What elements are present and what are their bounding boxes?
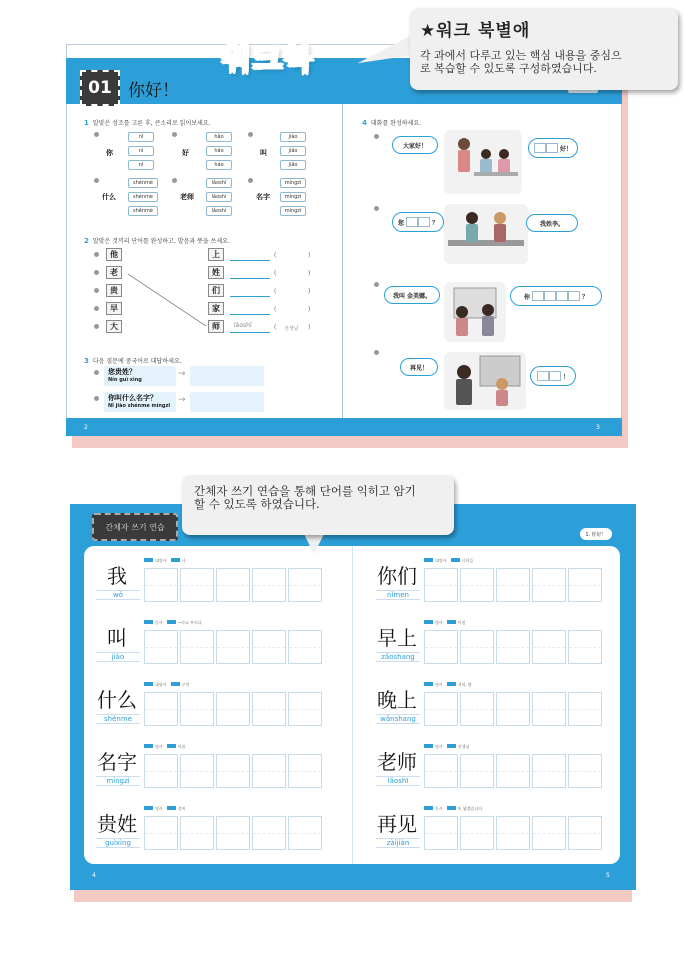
tone-option[interactable]: hǎo bbox=[206, 132, 232, 142]
speech-bubble-blank: 你 ？ bbox=[510, 286, 602, 306]
answer-line[interactable] bbox=[230, 332, 270, 333]
practice-hanzi: 贵姓 bbox=[97, 812, 137, 836]
tone-hanzi: 名字 bbox=[256, 193, 270, 201]
writing-cell[interactable] bbox=[216, 630, 250, 664]
word-tags: 명사 선생님 bbox=[424, 744, 469, 750]
writing-cell[interactable] bbox=[460, 816, 494, 850]
writing-cells bbox=[144, 816, 322, 850]
paren-close: ) bbox=[308, 252, 311, 259]
writing-cell[interactable] bbox=[252, 816, 286, 850]
writing-cell[interactable] bbox=[288, 630, 322, 664]
people-illustration bbox=[444, 204, 528, 264]
writing-cell[interactable] bbox=[216, 692, 250, 726]
callout-desc-line2: 로 복습할 수 있도록 구성하였습니다. bbox=[420, 62, 597, 75]
writing-cells bbox=[144, 754, 322, 788]
writing-practice-tab: 간체자 쓰기 연습 bbox=[92, 513, 178, 541]
writing-cell[interactable] bbox=[532, 692, 566, 726]
writing-cell[interactable] bbox=[424, 692, 458, 726]
callout-title: ★워크 북별애 bbox=[420, 21, 531, 41]
writing-cell[interactable] bbox=[144, 568, 178, 602]
writing-row bbox=[372, 806, 628, 854]
word-tags: 동사 ~라고 부르다 bbox=[144, 620, 202, 626]
speech-bubble-blank: 您 ？ bbox=[392, 212, 444, 232]
writing-cell[interactable] bbox=[180, 568, 214, 602]
writing-row bbox=[92, 558, 348, 606]
paren-close: ) bbox=[308, 306, 311, 313]
street-illustration bbox=[444, 352, 526, 410]
writing-cell[interactable] bbox=[460, 754, 494, 788]
page-divider bbox=[352, 546, 353, 864]
bullet bbox=[94, 370, 99, 375]
writing-cell[interactable] bbox=[180, 692, 214, 726]
writing-cell[interactable] bbox=[288, 816, 322, 850]
question-pinyin: Nín guì xìng bbox=[108, 377, 142, 383]
tone-option[interactable]: míngzi bbox=[280, 178, 306, 188]
bullet bbox=[94, 396, 99, 401]
tone-option[interactable]: hāo bbox=[206, 146, 232, 156]
writing-cell[interactable] bbox=[216, 816, 250, 850]
answer-line[interactable] bbox=[230, 296, 270, 297]
tone-option[interactable]: lǎoshì bbox=[206, 206, 232, 216]
top-footer-band bbox=[66, 418, 622, 436]
writing-row bbox=[372, 682, 628, 730]
tone-hanzi: 你 bbox=[106, 149, 113, 157]
practice-pinyin: wǒ bbox=[96, 590, 140, 600]
writing-row bbox=[372, 620, 628, 668]
writing-cell[interactable] bbox=[568, 630, 602, 664]
arrow-icon: → bbox=[178, 369, 186, 379]
lesson-number-badge: 01 bbox=[80, 70, 120, 106]
word-tags: 대명사 너희들 bbox=[424, 558, 473, 564]
writing-cell[interactable] bbox=[144, 630, 178, 664]
workbook-callout bbox=[410, 8, 678, 90]
match-left-char[interactable]: 他 bbox=[106, 248, 122, 261]
writing-cell[interactable] bbox=[568, 816, 602, 850]
writing-cell[interactable] bbox=[216, 568, 250, 602]
word-tags: 명사 성씨 bbox=[144, 806, 185, 812]
blank-cell[interactable] bbox=[544, 291, 556, 301]
writing-cells bbox=[424, 754, 602, 788]
answer-field[interactable] bbox=[190, 392, 264, 412]
word-tags: 대명사 무엇 bbox=[144, 682, 189, 688]
practice-pinyin: guìxìng bbox=[96, 838, 140, 848]
speech-bubble: 我姓李。 bbox=[526, 214, 578, 232]
callout-line2: 할 수 있도록 하였습니다. bbox=[194, 497, 320, 511]
bullet bbox=[374, 134, 379, 139]
writing-cell[interactable] bbox=[216, 754, 250, 788]
bench-illustration bbox=[444, 204, 528, 264]
callout-desc-line1: 각 과에서 다루고 있는 핵심 내용을 중심으 bbox=[420, 49, 622, 62]
tone-hanzi: 老师 bbox=[180, 193, 194, 201]
practice-pinyin: zàijiàn bbox=[376, 838, 420, 848]
answer-line[interactable] bbox=[230, 260, 270, 261]
writing-row bbox=[372, 744, 628, 792]
tone-hanzi: 什么 bbox=[102, 193, 116, 201]
paren-open: ( bbox=[274, 306, 277, 313]
tone-option[interactable]: lǎoshi bbox=[206, 192, 232, 202]
page-number-right: 5 bbox=[606, 872, 610, 879]
tone-hanzi: 好 bbox=[182, 149, 189, 157]
bullet bbox=[94, 270, 99, 275]
word-tags: 대명사 나 bbox=[144, 558, 185, 564]
workbook-tag: 워크북 bbox=[222, 42, 315, 77]
paren-open: ( bbox=[274, 324, 277, 331]
writing-cell[interactable] bbox=[424, 568, 458, 602]
practice-pinyin: nǐmen bbox=[376, 590, 420, 600]
bullet bbox=[94, 178, 99, 183]
bullet bbox=[172, 132, 177, 137]
writing-cell[interactable] bbox=[180, 754, 214, 788]
paren-close: ) bbox=[308, 270, 311, 277]
practice-pinyin: zǎoshang bbox=[376, 652, 420, 662]
tone-hanzi: 叫 bbox=[260, 149, 267, 157]
tone-option[interactable]: shénmé bbox=[128, 178, 158, 188]
question-hanzi: 你叫什么名字？ bbox=[108, 394, 157, 402]
paren-open: ( bbox=[274, 270, 277, 277]
example-pinyin: lǎoshī bbox=[234, 322, 252, 329]
writing-cell[interactable] bbox=[180, 816, 214, 850]
tone-exercise bbox=[94, 132, 334, 222]
practice-pinyin: míngzi bbox=[96, 776, 140, 786]
practice-hanzi: 早上 bbox=[377, 626, 417, 650]
blank-cell[interactable] bbox=[406, 217, 418, 227]
answer-field[interactable] bbox=[190, 366, 264, 386]
page-number-right: 3 bbox=[596, 424, 600, 431]
writing-cells bbox=[424, 692, 602, 726]
practice-hanzi: 叫 bbox=[107, 626, 127, 650]
writing-cell[interactable] bbox=[568, 754, 602, 788]
section1-heading: 1 알맞은 성조를 고른 후, 큰소리로 읽어보세요. bbox=[84, 119, 211, 127]
writing-cell[interactable] bbox=[252, 630, 286, 664]
writing-cells bbox=[144, 630, 322, 664]
writing-cell[interactable] bbox=[496, 754, 530, 788]
writing-cell[interactable] bbox=[532, 816, 566, 850]
people-illustration bbox=[444, 352, 526, 410]
bullet bbox=[248, 132, 253, 137]
writing-cell[interactable] bbox=[460, 568, 494, 602]
speech-bubble-blank: 好！ bbox=[528, 138, 578, 158]
writing-cell[interactable] bbox=[180, 630, 214, 664]
blank-cell[interactable] bbox=[546, 143, 558, 153]
writing-cells bbox=[424, 568, 602, 602]
match-left-char[interactable]: 老 bbox=[106, 266, 122, 279]
callout-tail bbox=[304, 534, 324, 554]
bullet bbox=[374, 350, 379, 355]
bullet bbox=[94, 132, 99, 137]
practice-pinyin: shénme bbox=[96, 714, 140, 724]
writing-row bbox=[92, 744, 348, 792]
writing-cell[interactable] bbox=[424, 630, 458, 664]
writing-row bbox=[92, 682, 348, 730]
writing-cells bbox=[144, 568, 322, 602]
tone-option[interactable]: háo bbox=[206, 160, 232, 170]
bullet bbox=[248, 178, 253, 183]
writing-cell[interactable] bbox=[252, 568, 286, 602]
answer-line[interactable] bbox=[230, 314, 270, 315]
tone-option[interactable]: shénme bbox=[128, 192, 158, 202]
bullet bbox=[94, 306, 99, 311]
writing-cell[interactable] bbox=[568, 568, 602, 602]
writing-cell[interactable] bbox=[144, 692, 178, 726]
tone-option[interactable]: míngzì bbox=[280, 192, 306, 202]
writing-cell[interactable] bbox=[252, 692, 286, 726]
paren-close: ) bbox=[308, 324, 311, 331]
writing-cell[interactable] bbox=[496, 630, 530, 664]
writing-cell[interactable] bbox=[496, 692, 530, 726]
blank-cell[interactable] bbox=[568, 291, 580, 301]
practice-hanzi: 你们 bbox=[377, 564, 417, 588]
people-illustration bbox=[444, 130, 522, 194]
section4-heading: 4 대화를 완성하세요. bbox=[362, 119, 422, 127]
paren-open: ( bbox=[274, 288, 277, 295]
word-tags: 명사 저녁, 밤 bbox=[424, 682, 472, 688]
bullet bbox=[374, 282, 379, 287]
speech-bubble-blank: ！ bbox=[530, 366, 576, 386]
paren-close: ) bbox=[308, 288, 311, 295]
practice-pinyin: jiào bbox=[96, 652, 140, 662]
tone-option[interactable]: jiào bbox=[280, 132, 306, 142]
meeting-illustration bbox=[444, 282, 506, 342]
writing-cell[interactable] bbox=[288, 568, 322, 602]
writing-cells bbox=[424, 630, 602, 664]
writing-cell[interactable] bbox=[252, 754, 286, 788]
section2-heading: 2 알맞은 것끼리 단어를 완성하고, 발음과 뜻을 쓰세요. bbox=[84, 237, 230, 245]
speech-bubble: 再见！ bbox=[400, 358, 438, 376]
writing-cell[interactable] bbox=[496, 568, 530, 602]
section3-heading: 3 다음 질문에 중국어로 대답하세요. bbox=[84, 357, 182, 365]
writing-cells bbox=[424, 816, 602, 850]
answer-line[interactable] bbox=[230, 278, 270, 279]
match-right-char[interactable]: 家 bbox=[208, 302, 224, 315]
word-tags: 명사 이름 bbox=[144, 744, 185, 750]
writing-cell[interactable] bbox=[424, 816, 458, 850]
blank-cell[interactable] bbox=[537, 371, 549, 381]
page-number-left: 2 bbox=[84, 424, 88, 431]
tone-option[interactable]: jiāo bbox=[280, 146, 306, 156]
writing-row bbox=[92, 620, 348, 668]
arrow-icon: → bbox=[178, 395, 186, 405]
blank-cell[interactable] bbox=[532, 291, 544, 301]
tone-option[interactable]: ní bbox=[128, 160, 154, 170]
writing-row bbox=[92, 806, 348, 854]
practice-hanzi: 名字 bbox=[97, 750, 137, 774]
example-meaning: 선생님 bbox=[284, 326, 299, 332]
practice-hanzi: 老师 bbox=[377, 750, 417, 774]
writing-row bbox=[372, 558, 628, 606]
match-left-char[interactable]: 大 bbox=[106, 320, 122, 333]
practice-pinyin: wǎnshang bbox=[376, 714, 420, 724]
blank-cell[interactable] bbox=[418, 217, 430, 227]
writing-cell[interactable] bbox=[568, 692, 602, 726]
writing-cell[interactable] bbox=[144, 754, 178, 788]
question-pinyin: Nǐ jiào shénme míngzi bbox=[108, 403, 171, 409]
writing-cell[interactable] bbox=[288, 692, 322, 726]
practice-pinyin: lǎoshī bbox=[376, 776, 420, 786]
bullet bbox=[374, 206, 379, 211]
writing-cells bbox=[144, 692, 322, 726]
blank-cell[interactable] bbox=[549, 371, 561, 381]
lesson-title: 你好！ bbox=[128, 81, 179, 101]
writing-practice-callout bbox=[182, 475, 454, 535]
match-right-char[interactable]: 师 bbox=[208, 320, 224, 333]
blank-cell[interactable] bbox=[556, 291, 568, 301]
bullet bbox=[94, 252, 99, 257]
writing-cell[interactable] bbox=[460, 630, 494, 664]
writing-cell[interactable] bbox=[424, 754, 458, 788]
writing-cell[interactable] bbox=[288, 754, 322, 788]
bullet bbox=[172, 178, 177, 183]
match-left-char[interactable]: 贵 bbox=[106, 284, 122, 297]
tone-option[interactable]: mìngzi bbox=[280, 206, 306, 216]
word-tags: 명사 아침 bbox=[424, 620, 465, 626]
practice-hanzi: 再见 bbox=[377, 812, 417, 836]
writing-cell[interactable] bbox=[496, 816, 530, 850]
speech-bubble: 大家好！ bbox=[392, 136, 438, 154]
classroom-illustration bbox=[444, 130, 522, 194]
blank-cell[interactable] bbox=[534, 143, 546, 153]
paren-open: ( bbox=[274, 252, 277, 259]
tone-option[interactable]: nì bbox=[128, 146, 154, 156]
match-left-char[interactable]: 早 bbox=[106, 302, 122, 315]
match-right-char[interactable]: 们 bbox=[208, 284, 224, 297]
tone-option[interactable]: shěnmè bbox=[128, 206, 158, 216]
match-right-char[interactable]: 上 bbox=[208, 248, 224, 261]
practice-hanzi: 什么 bbox=[97, 688, 137, 712]
word-tags: 동사 또 뵙겠습니다 bbox=[424, 806, 482, 812]
practice-hanzi: 我 bbox=[107, 564, 127, 588]
writing-cell[interactable] bbox=[532, 568, 566, 602]
practice-hanzi: 晚上 bbox=[377, 688, 417, 712]
tone-option[interactable]: lǎoshī bbox=[206, 178, 232, 188]
bullet bbox=[94, 324, 99, 329]
tone-option[interactable]: nǐ bbox=[128, 132, 154, 142]
people-illustration bbox=[444, 282, 506, 342]
matching-exercise bbox=[94, 248, 334, 340]
speech-bubble: 我叫 金美娜。 bbox=[384, 286, 440, 304]
writing-cell[interactable] bbox=[460, 692, 494, 726]
writing-cell[interactable] bbox=[532, 754, 566, 788]
writing-cell[interactable] bbox=[532, 630, 566, 664]
page-number-left: 4 bbox=[92, 872, 96, 879]
writing-cell[interactable] bbox=[144, 816, 178, 850]
lesson-chip: 1. 你好！ bbox=[580, 528, 612, 540]
page-divider bbox=[342, 104, 343, 418]
tone-option[interactable]: jiǎo bbox=[280, 160, 306, 170]
bullet bbox=[94, 288, 99, 293]
question-hanzi: 您贵姓？ bbox=[108, 368, 136, 376]
match-right-char[interactable]: 姓 bbox=[208, 266, 224, 279]
callout-line1: 간체자 쓰기 연습을 통해 단어를 익히고 암기 bbox=[194, 484, 416, 498]
